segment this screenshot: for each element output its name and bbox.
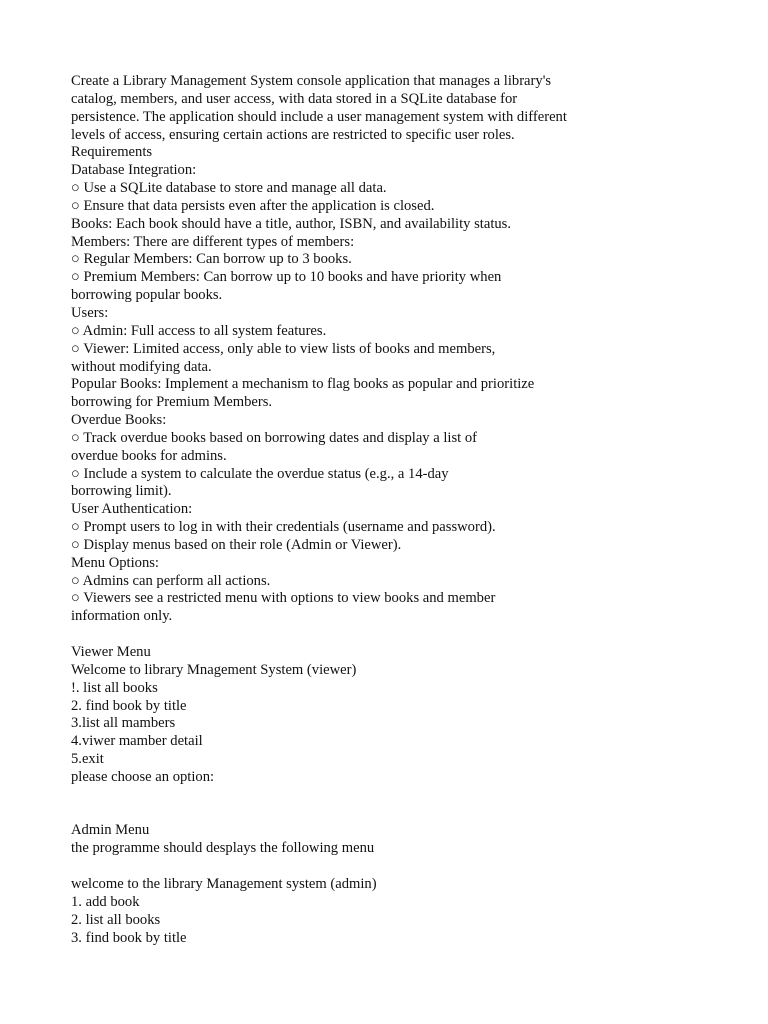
text-line: Viewer Menu — [71, 644, 151, 660]
text-line: 5.exit — [71, 751, 104, 768]
text-line: persistence. The application should include a user management system with different — [71, 108, 567, 125]
text-line: Overdue Books: — [71, 412, 167, 429]
text-line: Menu Options: — [71, 554, 159, 571]
text-line: ○ Use a SQLite database to store and manage all data. — [71, 180, 387, 197]
text-line: Requirements — [71, 144, 153, 161]
text-line: information only. — [71, 608, 173, 625]
text-line: please choose an option: — [71, 768, 215, 785]
text-line: Members: There are different types of members: — [71, 233, 355, 250]
text-line: User Authentication: — [71, 501, 193, 518]
text-line: ○ Admins can perform all actions. — [71, 572, 271, 589]
text-line: Popular Books: Implement a mechanism to flag books as popular and prioritize — [71, 376, 535, 393]
text-line: ○ Ensure that data persists even after the application is closed. — [71, 197, 435, 214]
text-line: Database Integration: — [71, 162, 197, 179]
text-line: the programme should desplays the following menu — [71, 840, 375, 857]
text-line: overdue books for admins. — [71, 447, 227, 464]
text-line: Users: — [71, 304, 109, 321]
text-line: Create a Library Management System console application that manages a library's — [71, 73, 552, 89]
text-line: ○ Regular Members: Can borrow up to 3 books. — [71, 251, 352, 268]
text-line: borrowing for Premium Members. — [71, 394, 273, 411]
text-line: welcome to the library Management system (admin) — [71, 875, 377, 892]
text-line: without modifying data. — [71, 358, 212, 375]
text-line: 2. find book by title — [71, 697, 187, 714]
text-line: 1. add book — [71, 893, 140, 910]
text-line: ○ Prompt users to log in with their credentials (username and password). — [71, 519, 496, 536]
text-line: borrowing popular books. — [71, 287, 223, 304]
text-line: 3.list all mambers — [71, 715, 176, 732]
blank-line — [71, 805, 671, 823]
text-line: ○ Admin: Full access to all system features. — [71, 322, 327, 339]
blank-line — [71, 787, 671, 805]
text-line: ○ Include a system to calculate the overdue status (e.g., a 14-day — [71, 465, 449, 482]
text-line: borrowing limit). — [71, 483, 172, 500]
text-line: Welcome to library Mnagement System (viewer) — [71, 661, 357, 678]
text-line: ○ Display menus based on their role (Admin or Viewer). — [71, 536, 402, 553]
blank-line — [71, 858, 671, 876]
text-line: Admin Menu — [71, 822, 150, 839]
text-line: levels of access, ensuring certain actions are restricted to specific user roles. — [71, 126, 515, 143]
text-line: !. list all books — [71, 679, 158, 696]
blank-line — [71, 626, 671, 644]
text-line: catalog, members, and user access, with data stored in a SQLite database for — [71, 90, 518, 107]
text-line: ○ Premium Members: Can borrow up to 10 books and have priority when — [71, 269, 502, 286]
document-page — [71, 73, 671, 947]
text-line: ○ Track overdue books based on borrowing dates and display a list of — [71, 429, 478, 446]
text-line: 4.viwer mamber detail — [71, 733, 203, 750]
text-line: Books: Each book should have a title, author, ISBN, and availability status. — [71, 215, 511, 232]
text-line: ○ Viewers see a restricted menu with options to view books and member — [71, 590, 496, 607]
text-line: 3. find book by title — [71, 929, 187, 946]
text-line: 2. list all books — [71, 911, 161, 928]
text-line: ○ Viewer: Limited access, only able to view lists of books and members, — [71, 340, 496, 357]
